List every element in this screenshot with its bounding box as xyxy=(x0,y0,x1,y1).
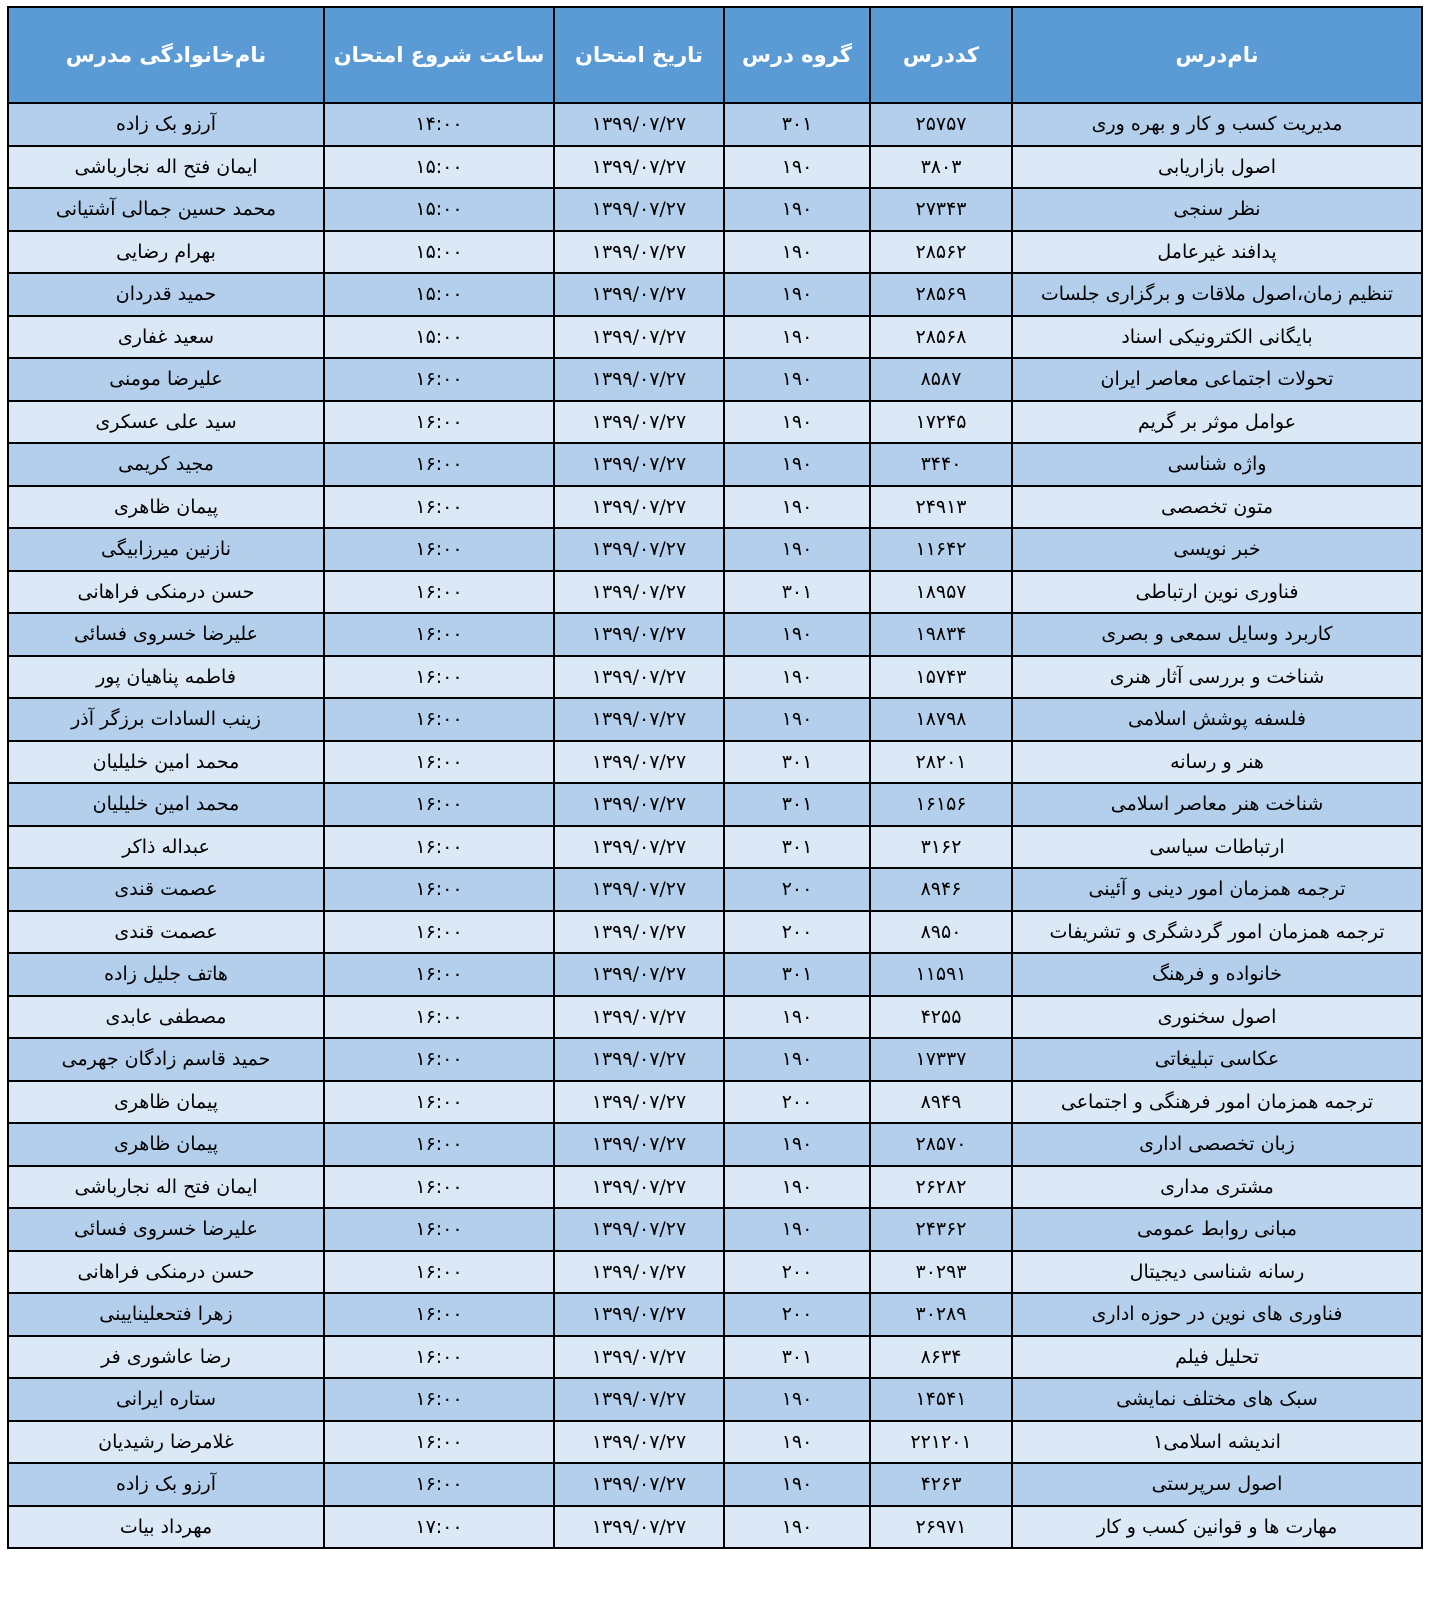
course-group-cell: ۲۰۰ xyxy=(724,1081,870,1124)
instructor-cell: نازنین میرزابیگی xyxy=(8,528,324,571)
exam-date-cell: ۱۳۹۹/۰۷/۲۷ xyxy=(554,1293,724,1336)
exam-date-cell: ۱۳۹۹/۰۷/۲۷ xyxy=(554,868,724,911)
exam-time-cell: ۱۷:۰۰ xyxy=(324,1506,554,1549)
course-code-cell: ۱۷۳۳۷ xyxy=(870,1038,1012,1081)
exam-date-cell: ۱۳۹۹/۰۷/۲۷ xyxy=(554,146,724,189)
course-code-cell: ۴۲۶۳ xyxy=(870,1463,1012,1506)
instructor-cell: عصمت قندی xyxy=(8,868,324,911)
course-code-cell: ۳۰۲۹۳ xyxy=(870,1251,1012,1294)
exam-date-cell: ۱۳۹۹/۰۷/۲۷ xyxy=(554,103,724,146)
course-group-cell: ۱۹۰ xyxy=(724,1123,870,1166)
exam-time-cell: ۱۶:۰۰ xyxy=(324,1293,554,1336)
instructor-cell: حسن درمنکی فراهانی xyxy=(8,1251,324,1294)
course-code-cell: ۲۴۹۱۳ xyxy=(870,486,1012,529)
course-group-cell: ۱۹۰ xyxy=(724,613,870,656)
course-code-cell: ۱۱۵۹۱ xyxy=(870,953,1012,996)
instructor-cell: غلامرضا رشیدیان xyxy=(8,1421,324,1464)
exam-date-cell: ۱۳۹۹/۰۷/۲۷ xyxy=(554,1506,724,1549)
course-name-cell: اندیشه اسلامی۱ xyxy=(1012,1421,1422,1464)
course-code-cell: ۲۸۵۶۹ xyxy=(870,273,1012,316)
exam-date-cell: ۱۳۹۹/۰۷/۲۷ xyxy=(554,656,724,699)
exam-time-cell: ۱۵:۰۰ xyxy=(324,273,554,316)
exam-time-cell: ۱۵:۰۰ xyxy=(324,316,554,359)
course-code-cell: ۱۶۱۵۶ xyxy=(870,783,1012,826)
exam-time-cell: ۱۶:۰۰ xyxy=(324,1166,554,1209)
course-group-cell: ۱۹۰ xyxy=(724,1378,870,1421)
table-row xyxy=(8,1463,1422,1506)
course-group-cell: ۲۰۰ xyxy=(724,911,870,954)
exam-date-cell: ۱۳۹۹/۰۷/۲۷ xyxy=(554,231,724,274)
course-code-cell: ۸۹۵۰ xyxy=(870,911,1012,954)
table-row xyxy=(8,698,1422,741)
table-row xyxy=(8,783,1422,826)
table-row xyxy=(8,103,1422,146)
table-row xyxy=(8,146,1422,189)
table-row xyxy=(8,401,1422,444)
table-row xyxy=(8,1251,1422,1294)
table-row xyxy=(8,273,1422,316)
instructor-cell: علیرضا خسروی فسائی xyxy=(8,1208,324,1251)
course-group-cell: ۱۹۰ xyxy=(724,698,870,741)
table-row xyxy=(8,528,1422,571)
course-name-cell: سبک های مختلف نمایشی xyxy=(1012,1378,1422,1421)
exam-schedule xyxy=(7,6,1421,1549)
course-name-cell: فلسفه پوشش اسلامی xyxy=(1012,698,1422,741)
exam-date-cell: ۱۳۹۹/۰۷/۲۷ xyxy=(554,358,724,401)
exam-date-cell: ۱۳۹۹/۰۷/۲۷ xyxy=(554,571,724,614)
table-row xyxy=(8,1378,1422,1421)
course-name-cell: خبر نویسی xyxy=(1012,528,1422,571)
exam-date-cell: ۱۳۹۹/۰۷/۲۷ xyxy=(554,316,724,359)
course-code-cell: ۱۱۶۴۲ xyxy=(870,528,1012,571)
course-code-cell: ۲۸۵۷۰ xyxy=(870,1123,1012,1166)
table-row xyxy=(8,656,1422,699)
instructor-cell: آرزو بک زاده xyxy=(8,103,324,146)
course-group-cell: ۱۹۰ xyxy=(724,656,870,699)
exam-date-cell: ۱۳۹۹/۰۷/۲۷ xyxy=(554,1251,724,1294)
table-row xyxy=(8,1081,1422,1124)
course-code-cell: ۲۶۲۸۲ xyxy=(870,1166,1012,1209)
exam-time-cell: ۱۶:۰۰ xyxy=(324,1038,554,1081)
exam-date-cell: ۱۳۹۹/۰۷/۲۷ xyxy=(554,741,724,784)
table-row xyxy=(8,1293,1422,1336)
course-name-cell: اصول سرپرستی xyxy=(1012,1463,1422,1506)
course-group-cell: ۱۹۰ xyxy=(724,273,870,316)
course-name-cell: ارتباطات سیاسی xyxy=(1012,826,1422,869)
exam-time-cell: ۱۶:۰۰ xyxy=(324,656,554,699)
exam-time-cell: ۱۶:۰۰ xyxy=(324,1081,554,1124)
course-group-cell: ۳۰۱ xyxy=(724,1336,870,1379)
exam-time-cell: ۱۶:۰۰ xyxy=(324,613,554,656)
exam-time-cell: ۱۶:۰۰ xyxy=(324,443,554,486)
course-group-cell: ۲۰۰ xyxy=(724,1293,870,1336)
course-group-cell: ۳۰۱ xyxy=(724,571,870,614)
instructor-cell: علیرضا خسروی فسائی xyxy=(8,613,324,656)
exam-time-cell: ۱۶:۰۰ xyxy=(324,401,554,444)
instructor-cell: بهرام رضایی xyxy=(8,231,324,274)
instructor-cell: عبداله ذاکر xyxy=(8,826,324,869)
exam-time-cell: ۱۶:۰۰ xyxy=(324,953,554,996)
exam-time-cell: ۱۶:۰۰ xyxy=(324,1123,554,1166)
exam-date-cell: ۱۳۹۹/۰۷/۲۷ xyxy=(554,1038,724,1081)
table-row xyxy=(8,953,1422,996)
course-name-cell: هنر و رسانه xyxy=(1012,741,1422,784)
exam-date-cell: ۱۳۹۹/۰۷/۲۷ xyxy=(554,996,724,1039)
course-code-cell: ۱۷۲۴۵ xyxy=(870,401,1012,444)
instructor-cell: زهرا فتحعلینایینی xyxy=(8,1293,324,1336)
table-row xyxy=(8,826,1422,869)
course-name-cell: متون تخصصی xyxy=(1012,486,1422,529)
course-code-cell: ۸۹۴۶ xyxy=(870,868,1012,911)
instructor-cell: مجید کریمی xyxy=(8,443,324,486)
course-name-cell: زبان تخصصی اداری xyxy=(1012,1123,1422,1166)
instructor-cell: علیرضا مومنی xyxy=(8,358,324,401)
instructor-cell: عصمت قندی xyxy=(8,911,324,954)
table-body xyxy=(8,103,1422,1548)
instructor-cell: پیمان ظاهری xyxy=(8,486,324,529)
course-group-cell: ۱۹۰ xyxy=(724,358,870,401)
instructor-cell: سید علی عسکری xyxy=(8,401,324,444)
course-group-cell: ۱۹۰ xyxy=(724,316,870,359)
exam-time-cell: ۱۶:۰۰ xyxy=(324,358,554,401)
exam-date-cell: ۱۳۹۹/۰۷/۲۷ xyxy=(554,1463,724,1506)
exam-time-cell: ۱۴:۰۰ xyxy=(324,103,554,146)
course-name-cell: تحلیل فیلم xyxy=(1012,1336,1422,1379)
table-row xyxy=(8,1123,1422,1166)
exam-time-cell: ۱۶:۰۰ xyxy=(324,826,554,869)
exam-date-cell: ۱۳۹۹/۰۷/۲۷ xyxy=(554,613,724,656)
course-name-cell: مشتری مداری xyxy=(1012,1166,1422,1209)
exam-date-cell: ۱۳۹۹/۰۷/۲۷ xyxy=(554,1378,724,1421)
table-row xyxy=(8,1506,1422,1549)
exam-date-cell: ۱۳۹۹/۰۷/۲۷ xyxy=(554,698,724,741)
instructor-cell: ایمان فتح اله نجارباشی xyxy=(8,1166,324,1209)
table-row xyxy=(8,911,1422,954)
instructor-cell: محمد امین خلیلیان xyxy=(8,783,324,826)
course-code-cell: ۸۶۳۴ xyxy=(870,1336,1012,1379)
course-group-cell: ۱۹۰ xyxy=(724,1166,870,1209)
course-name-cell: تحولات اجتماعی معاصر ایران xyxy=(1012,358,1422,401)
course-group-cell: ۱۹۰ xyxy=(724,1506,870,1549)
course-code-cell: ۲۸۵۶۸ xyxy=(870,316,1012,359)
exam-date-cell: ۱۳۹۹/۰۷/۲۷ xyxy=(554,783,724,826)
course-group-cell: ۱۹۰ xyxy=(724,486,870,529)
course-group-cell: ۳۰۱ xyxy=(724,953,870,996)
course-code-cell: ۲۴۳۶۲ xyxy=(870,1208,1012,1251)
course-code-cell: ۲۸۵۶۲ xyxy=(870,231,1012,274)
exam-time-cell: ۱۶:۰۰ xyxy=(324,528,554,571)
course-name-cell: نظر سنجی xyxy=(1012,188,1422,231)
course-code-cell: ۴۲۵۵ xyxy=(870,996,1012,1039)
table-row xyxy=(8,868,1422,911)
table-row xyxy=(8,1038,1422,1081)
exam-time-cell: ۱۶:۰۰ xyxy=(324,698,554,741)
course-group-cell: ۳۰۱ xyxy=(724,826,870,869)
course-name-cell: ترجمه همزمان امور فرهنگی و اجتماعی xyxy=(1012,1081,1422,1124)
exam-time-cell: ۱۶:۰۰ xyxy=(324,486,554,529)
instructor-cell: حمید قدردان xyxy=(8,273,324,316)
instructor-cell: ایمان فتح اله نجارباشی xyxy=(8,146,324,189)
exam-date-cell: ۱۳۹۹/۰۷/۲۷ xyxy=(554,486,724,529)
exam-date-cell: ۱۳۹۹/۰۷/۲۷ xyxy=(554,188,724,231)
course-name-cell: واژه شناسی xyxy=(1012,443,1422,486)
exam-time-cell: ۱۶:۰۰ xyxy=(324,1378,554,1421)
exam-time-cell: ۱۶:۰۰ xyxy=(324,996,554,1039)
exam-date-cell: ۱۳۹۹/۰۷/۲۷ xyxy=(554,1166,724,1209)
table-row xyxy=(8,741,1422,784)
course-name-cell: مدیریت کسب و کار و بهره وری xyxy=(1012,103,1422,146)
course-name-cell: تنظیم زمان،اصول ملاقات و برگزاری جلسات xyxy=(1012,273,1422,316)
table-row xyxy=(8,996,1422,1039)
course-code-cell: ۳۸۰۳ xyxy=(870,146,1012,189)
course-code-cell: ۱۸۹۵۷ xyxy=(870,571,1012,614)
table-row xyxy=(8,571,1422,614)
exam-date-cell: ۱۳۹۹/۰۷/۲۷ xyxy=(554,1336,724,1379)
course-group-cell: ۲۰۰ xyxy=(724,868,870,911)
instructor-cell: هاتف جلیل زاده xyxy=(8,953,324,996)
course-name-cell: شناخت و بررسی آثار هنری xyxy=(1012,656,1422,699)
table-row xyxy=(8,1421,1422,1464)
course-code-cell: ۳۰۲۸۹ xyxy=(870,1293,1012,1336)
course-group-cell: ۱۹۰ xyxy=(724,996,870,1039)
course-group-cell: ۱۹۰ xyxy=(724,188,870,231)
exam-time-cell: ۱۶:۰۰ xyxy=(324,1251,554,1294)
header-row xyxy=(8,7,1422,103)
course-name-cell: خانواده و فرهنگ xyxy=(1012,953,1422,996)
course-group-cell: ۱۹۰ xyxy=(724,528,870,571)
course-group-cell: ۳۰۱ xyxy=(724,741,870,784)
course-name-cell: اصول سخنوری xyxy=(1012,996,1422,1039)
instructor-cell: پیمان ظاهری xyxy=(8,1081,324,1124)
course-group-cell: ۱۹۰ xyxy=(724,1463,870,1506)
exam-date-cell: ۱۳۹۹/۰۷/۲۷ xyxy=(554,443,724,486)
course-code-cell: ۳۱۶۲ xyxy=(870,826,1012,869)
table-row xyxy=(8,1166,1422,1209)
table-row xyxy=(8,1336,1422,1379)
exam-time-cell: ۱۶:۰۰ xyxy=(324,571,554,614)
course-group-cell: ۲۰۰ xyxy=(724,1251,870,1294)
instructor-cell: مصطفی عابدی xyxy=(8,996,324,1039)
header-course-group: گروه درس xyxy=(724,7,870,103)
course-name-cell: پدافند غیرعامل xyxy=(1012,231,1422,274)
exam-date-cell: ۱۳۹۹/۰۷/۲۷ xyxy=(554,1081,724,1124)
course-group-cell: ۱۹۰ xyxy=(724,146,870,189)
exam-time-cell: ۱۵:۰۰ xyxy=(324,146,554,189)
table-row xyxy=(8,1208,1422,1251)
course-group-cell: ۱۹۰ xyxy=(724,1038,870,1081)
course-group-cell: ۱۹۰ xyxy=(724,443,870,486)
course-name-cell: شناخت هنر معاصر اسلامی xyxy=(1012,783,1422,826)
course-code-cell: ۱۹۸۳۴ xyxy=(870,613,1012,656)
exam-time-cell: ۱۶:۰۰ xyxy=(324,868,554,911)
course-name-cell: فناوری نوین ارتباطی xyxy=(1012,571,1422,614)
exam-time-cell: ۱۶:۰۰ xyxy=(324,783,554,826)
instructor-cell: پیمان ظاهری xyxy=(8,1123,324,1166)
course-code-cell: ۲۸۲۰۱ xyxy=(870,741,1012,784)
table-row xyxy=(8,613,1422,656)
course-name-cell: رسانه شناسی دیجیتال xyxy=(1012,1251,1422,1294)
course-group-cell: ۱۹۰ xyxy=(724,1421,870,1464)
course-name-cell: ترجمه همزمان امور دینی و آئینی xyxy=(1012,868,1422,911)
course-name-cell: مهارت ها و قوانین کسب و کار xyxy=(1012,1506,1422,1549)
instructor-cell: حسن درمنکی فراهانی xyxy=(8,571,324,614)
exam-time-cell: ۱۵:۰۰ xyxy=(324,231,554,274)
exam-time-cell: ۱۶:۰۰ xyxy=(324,741,554,784)
course-code-cell: ۲۶۹۷۱ xyxy=(870,1506,1012,1549)
course-code-cell: ۲۵۷۵۷ xyxy=(870,103,1012,146)
exam-date-cell: ۱۳۹۹/۰۷/۲۷ xyxy=(554,1208,724,1251)
header-instructor: نام‌خانوادگی مدرس xyxy=(8,7,324,103)
exam-time-cell: ۱۶:۰۰ xyxy=(324,1208,554,1251)
exam-date-cell: ۱۳۹۹/۰۷/۲۷ xyxy=(554,273,724,316)
course-name-cell: مبانی روابط عمومی xyxy=(1012,1208,1422,1251)
exam-date-cell: ۱۳۹۹/۰۷/۲۷ xyxy=(554,911,724,954)
table-row xyxy=(8,188,1422,231)
course-name-cell: کاربرد وسایل سمعی و بصری xyxy=(1012,613,1422,656)
header-exam-date: تاریخ امتحان xyxy=(554,7,724,103)
table-row xyxy=(8,443,1422,486)
header-course-name: نام‌درس xyxy=(1012,7,1422,103)
instructor-cell: ستاره ایرانی xyxy=(8,1378,324,1421)
table-row xyxy=(8,358,1422,401)
course-code-cell: ۸۹۴۹ xyxy=(870,1081,1012,1124)
exam-time-cell: ۱۵:۰۰ xyxy=(324,188,554,231)
exam-date-cell: ۱۳۹۹/۰۷/۲۷ xyxy=(554,1123,724,1166)
course-name-cell: عکاسی تبلیغاتی xyxy=(1012,1038,1422,1081)
instructor-cell: فاطمه پناهیان پور xyxy=(8,656,324,699)
header-course-code: کددرس xyxy=(870,7,1012,103)
instructor-cell: حمید قاسم زادگان جهرمی xyxy=(8,1038,324,1081)
exam-time-cell: ۱۶:۰۰ xyxy=(324,1463,554,1506)
instructor-cell: زینب السادات برزگر آذر xyxy=(8,698,324,741)
instructor-cell: محمد امین خلیلیان xyxy=(8,741,324,784)
course-code-cell: ۸۵۸۷ xyxy=(870,358,1012,401)
course-group-cell: ۳۰۱ xyxy=(724,783,870,826)
exam-date-cell: ۱۳۹۹/۰۷/۲۷ xyxy=(554,826,724,869)
course-name-cell: بایگانی الکترونیکی اسناد xyxy=(1012,316,1422,359)
exam-schedule-table xyxy=(7,6,1423,1549)
exam-date-cell: ۱۳۹۹/۰۷/۲۷ xyxy=(554,1421,724,1464)
course-group-cell: ۳۰۱ xyxy=(724,103,870,146)
table-row xyxy=(8,231,1422,274)
table-row xyxy=(8,316,1422,359)
course-code-cell: ۲۲۱۲۰۱ xyxy=(870,1421,1012,1464)
exam-date-cell: ۱۳۹۹/۰۷/۲۷ xyxy=(554,953,724,996)
instructor-cell: رضا عاشوری فر xyxy=(8,1336,324,1379)
course-group-cell: ۱۹۰ xyxy=(724,231,870,274)
table-row xyxy=(8,486,1422,529)
course-code-cell: ۱۸۷۹۸ xyxy=(870,698,1012,741)
course-name-cell: فناوری های نوین در حوزه اداری xyxy=(1012,1293,1422,1336)
header-exam-time: ساعت شروع امتحان xyxy=(324,7,554,103)
exam-time-cell: ۱۶:۰۰ xyxy=(324,1336,554,1379)
course-group-cell: ۱۹۰ xyxy=(724,1208,870,1251)
exam-date-cell: ۱۳۹۹/۰۷/۲۷ xyxy=(554,401,724,444)
course-group-cell: ۱۹۰ xyxy=(724,401,870,444)
instructor-cell: محمد حسین جمالی آشتیانی xyxy=(8,188,324,231)
course-name-cell: ترجمه همزمان امور گردشگری و تشریفات xyxy=(1012,911,1422,954)
instructor-cell: سعید غفاری xyxy=(8,316,324,359)
exam-time-cell: ۱۶:۰۰ xyxy=(324,1421,554,1464)
exam-time-cell: ۱۶:۰۰ xyxy=(324,911,554,954)
course-code-cell: ۱۵۷۴۳ xyxy=(870,656,1012,699)
course-code-cell: ۳۴۴۰ xyxy=(870,443,1012,486)
instructor-cell: آرزو بک زاده xyxy=(8,1463,324,1506)
course-name-cell: عوامل موثر بر گریم xyxy=(1012,401,1422,444)
course-code-cell: ۱۴۵۴۱ xyxy=(870,1378,1012,1421)
instructor-cell: مهرداد بیات xyxy=(8,1506,324,1549)
exam-date-cell: ۱۳۹۹/۰۷/۲۷ xyxy=(554,528,724,571)
course-name-cell: اصول بازاریابی xyxy=(1012,146,1422,189)
course-code-cell: ۲۷۳۴۳ xyxy=(870,188,1012,231)
